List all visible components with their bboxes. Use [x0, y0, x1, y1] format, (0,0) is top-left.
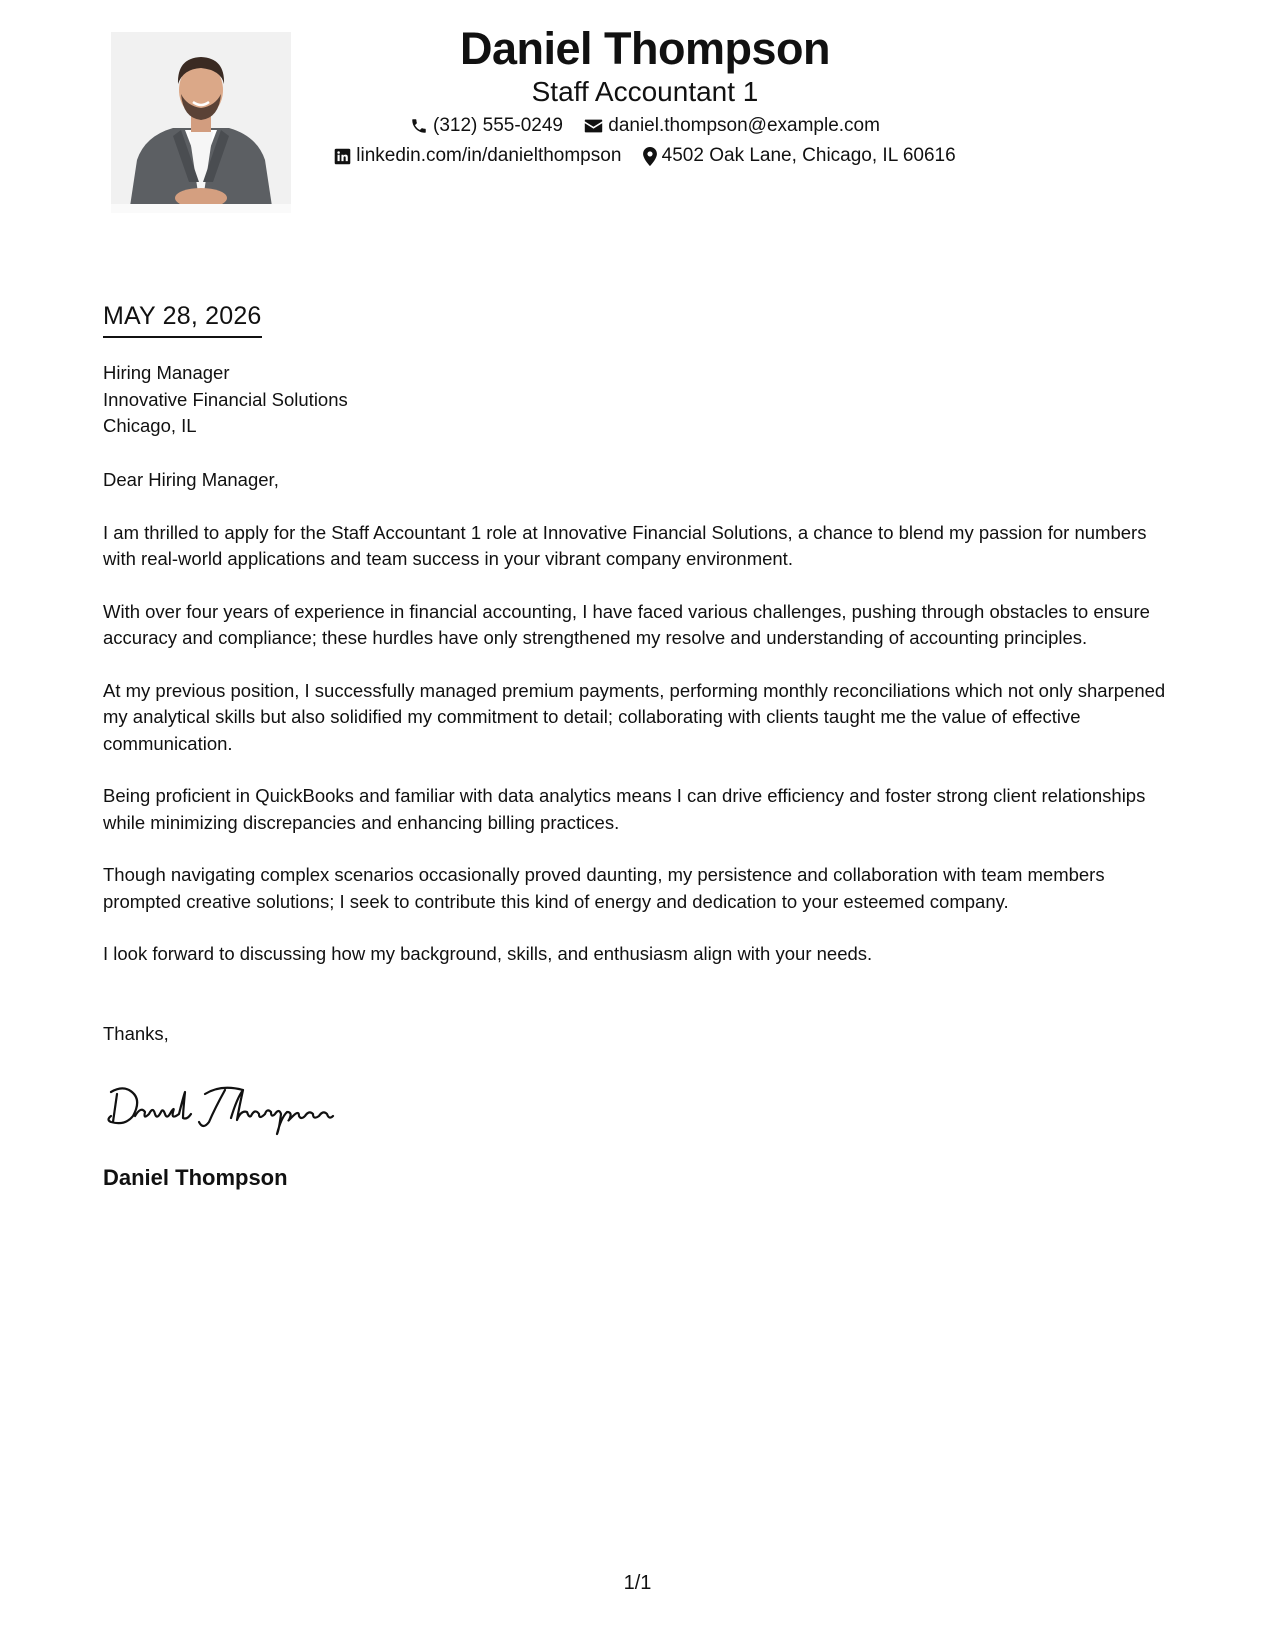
envelope-icon: [584, 118, 603, 134]
linkedin-contact[interactable]: [334, 144, 621, 168]
page-number: 1/1: [623, 1572, 652, 1594]
body-paragraph: At my previous position, I successfully managed premium payments, performing monthly reconciliations which not only sharpened my analytical skills but also solidified my commitment to detail; collaborating with clients taught me the value of effective communication.: [103, 679, 1166, 754]
address-contact: [643, 144, 956, 168]
letter-body: [103, 467, 1183, 994]
job-title: Staff Accountant 1: [531, 76, 759, 107]
body-paragraph: I look forward to discussing how my background, skills, and enthusiasm align with your needs.: [103, 943, 873, 964]
linkedin-url: linkedin.com/in/danielthompson: [356, 145, 622, 167]
profile-photo: [111, 32, 291, 213]
signer-name: Daniel Thompson: [103, 1165, 288, 1190]
body-paragraph: Being proficient in QuickBooks and familiar with data analytics means I can drive efficiency and foster strong client relationships while minimizing discrepancies and enhancing billing practices.: [103, 785, 1146, 833]
handwritten-signature: [103, 1078, 373, 1136]
closing: Thanks,: [103, 1023, 169, 1044]
body-paragraph: Though navigating complex scenarios occasionally proved daunting, my persistence and collaboration with team members prompted creative solutions; I seek to contribute this kind of energy and dedication to your esteemed company.: [103, 864, 1105, 912]
body-paragraph: I am thrilled to apply for the Staff Accountant 1 role at Innovative Financial Solutions, a chance to blend my passion for numbers with real-world applications and team success in your vibrant company environment.: [103, 521, 1147, 569]
recipient-block: [103, 360, 348, 440]
phone-contact[interactable]: [410, 114, 563, 138]
contact-line-2: [300, 144, 990, 168]
applicant-name: Daniel Thompson: [459, 23, 830, 74]
recipient-title: Hiring Manager: [103, 362, 230, 383]
header: [300, 22, 990, 168]
linkedin-icon: [334, 148, 351, 165]
phone-icon: [410, 117, 428, 135]
contact-line-1: [300, 114, 990, 138]
email-address: daniel.thompson@example.com: [608, 115, 880, 136]
salutation: Dear Hiring Manager,: [103, 469, 279, 490]
body-paragraph: With over four years of experience in financial accounting, I have faced various challenges, pushing through obstacles to ensure accuracy and compliance; these hurdles have only strengthened my resolve and understanding of accounting principles.: [103, 600, 1150, 648]
email-contact[interactable]: [584, 114, 880, 138]
map-pin-icon: [643, 147, 657, 166]
recipient-company: Innovative Financial Solutions: [103, 388, 348, 410]
letter-date: MAY 28, 2026: [103, 300, 262, 338]
recipient-location: Chicago, IL: [103, 415, 197, 436]
street-address: 4502 Oak Lane, Chicago, IL 60616: [661, 145, 956, 167]
phone-number: (312) 555-0249: [433, 115, 563, 136]
date-block: [103, 300, 262, 338]
